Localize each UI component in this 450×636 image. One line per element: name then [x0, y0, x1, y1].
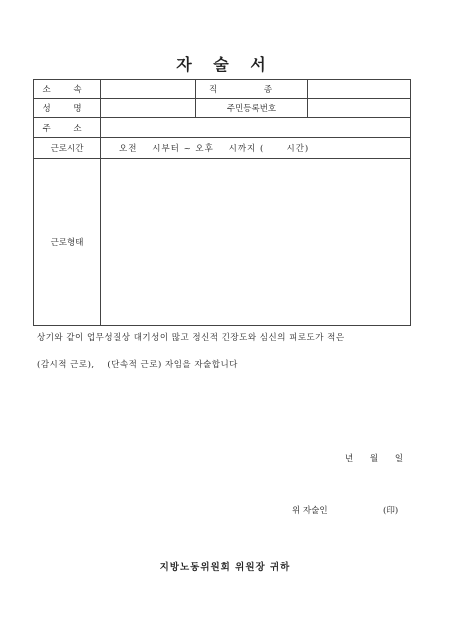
resident-number-label: 주민등록번호: [196, 99, 308, 118]
seal-mark: (印): [383, 506, 399, 516]
affiliation-field[interactable]: [101, 80, 196, 99]
signer-label: 위 자술인: [292, 506, 328, 516]
statement-line-1: 상기와 같이 업무성질상 대기성이 많고 정신적 긴장도와 심신의 피로도가 적은: [37, 333, 345, 343]
work-hours-field[interactable]: 오전 시부터 ~ 오후 시까지 ( 시간): [101, 138, 411, 159]
resident-number-field[interactable]: [308, 99, 411, 118]
address-label: 주 소: [34, 118, 101, 138]
date-line: 년 월 일: [345, 454, 404, 464]
job-type-label: 직 종: [196, 80, 308, 99]
addressee-line: 지방노동위원회 위원장 귀하: [159, 562, 291, 573]
statement-line-2: (감시적 근로), (단속적 근로) 자임을 자술합니다: [37, 360, 238, 370]
work-hours-label: 근로시간: [34, 138, 101, 159]
address-field[interactable]: [101, 118, 411, 138]
document-title: 자 술 서: [176, 55, 274, 74]
work-type-label: 근로형태: [34, 159, 101, 326]
work-type-field[interactable]: [101, 159, 411, 326]
affiliation-label: 소 속: [34, 80, 101, 99]
job-type-field[interactable]: [308, 80, 411, 99]
name-field[interactable]: [101, 99, 196, 118]
statement-form-table: [33, 79, 411, 326]
name-label: 성 명: [34, 99, 101, 118]
